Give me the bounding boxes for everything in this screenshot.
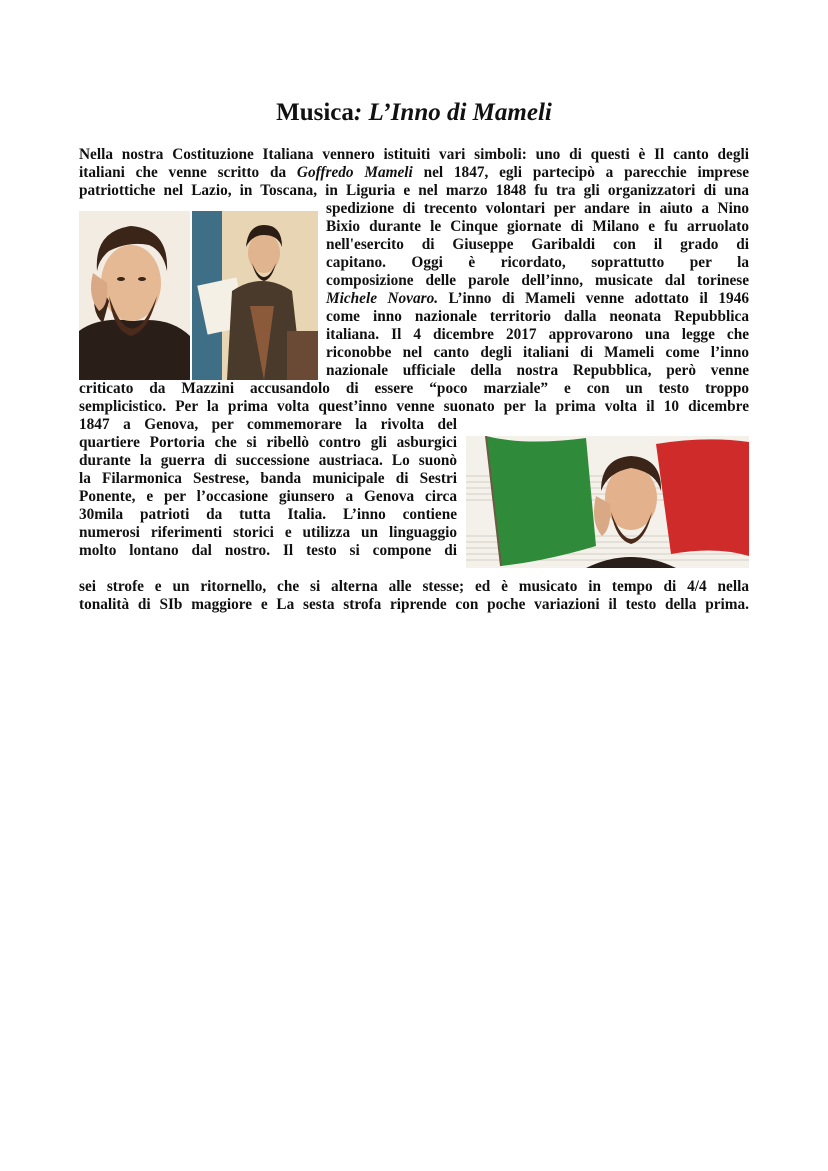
- text-line-25: tonalità di SIb maggiore e La sesta strofa riprende con poche variazioni il testo della prima.: [79, 596, 749, 613]
- title-italic: L’Inno di Mameli: [362, 99, 552, 126]
- text-line-20: Ponente, e per l’occasione giunsero a Genova circa: [79, 488, 457, 505]
- text-line-6: nell'esercito di Giuseppe Garibaldi con il grado di: [326, 236, 749, 253]
- novaro-portrait-image: [192, 211, 318, 380]
- text-line-9: [326, 290, 749, 308]
- text-line-10: come inno nazionale territorio dalla neonata Repubblica: [326, 308, 749, 325]
- text-line-17: quartiere Portoria che si ribellò contro gli asburgici: [79, 434, 457, 451]
- text-line-12: riconobbe nel canto degli italiani di Mameli come l’inno: [326, 344, 749, 361]
- title-prefix: Musica: [276, 99, 354, 126]
- text-line-23: molto lontano dal nostro. Il testo si compone di: [79, 542, 457, 559]
- text-line-15: semplicistico. Per la prima volta quest’inno venne suonato per la prima volta il 10 dicembre: [79, 398, 749, 415]
- author-name: Goffredo Mameli: [296, 164, 413, 181]
- text-line-7: capitano. Oggi è ricordato, soprattutto per la: [326, 254, 749, 271]
- text-line-22: numerosi riferimenti storici e utilizza un linguaggio: [79, 524, 457, 541]
- mameli-portrait-image: [79, 211, 190, 380]
- text-line-16: 1847 a Genova, per commemorare la rivolta del: [79, 416, 457, 433]
- text-line-14: criticato da Mazzini accusandolo di essere “poco marziale” e con un testo troppo: [79, 380, 749, 397]
- title-colon: :: [353, 99, 363, 126]
- text-line-24: sei strofe e un ritornello, che si alterna alle stesse; ed è musicato in tempo di 4/4 nella: [79, 578, 749, 595]
- italian-flag-image: [466, 436, 749, 568]
- text-line-21: 30mila patrioti da tutta Italia. L’inno contiene: [79, 506, 457, 523]
- text-line-5: Bixio durante le Cinque giornate di Milano e fu arruolato: [326, 218, 749, 235]
- text-line-18: durante la guerra di successione austriaca. Lo suonò: [79, 452, 457, 469]
- line2-a: italiani che venne scritto da: [79, 164, 297, 181]
- text-line-11: italiana. Il 4 dicembre 2017 approvarono una legge che: [326, 326, 749, 343]
- text-line-8: composizione delle parole dell’inno, musicate dal torinese: [326, 272, 749, 289]
- line9-b: L’inno di Mameli venne adottato il 1946: [438, 290, 749, 307]
- text-line-3: patriottiche nel Lazio, in Toscana, in Liguria e nel marzo 1848 fu tra gli organizzatori di una: [79, 182, 749, 199]
- line2-b: nel 1847, egli partecipò a parecchie imprese: [412, 164, 749, 181]
- text-line-2: [79, 164, 749, 182]
- text-line-4: spedizione di trecento volontari per andare in aiuto a Nino: [326, 200, 749, 217]
- composer-name: Michele Novaro.: [326, 290, 439, 307]
- page-title: [0, 98, 828, 128]
- text-line-19: la Filarmonica Sestrese, banda municipale di Sestri: [79, 470, 457, 487]
- text-line-13: nazionale ufficiale della nostra Repubblica, però venne: [326, 362, 749, 379]
- text-line-1: Nella nostra Costituzione Italiana vennero istituiti vari simboli: uno di questi è Il canto degli: [79, 146, 749, 163]
